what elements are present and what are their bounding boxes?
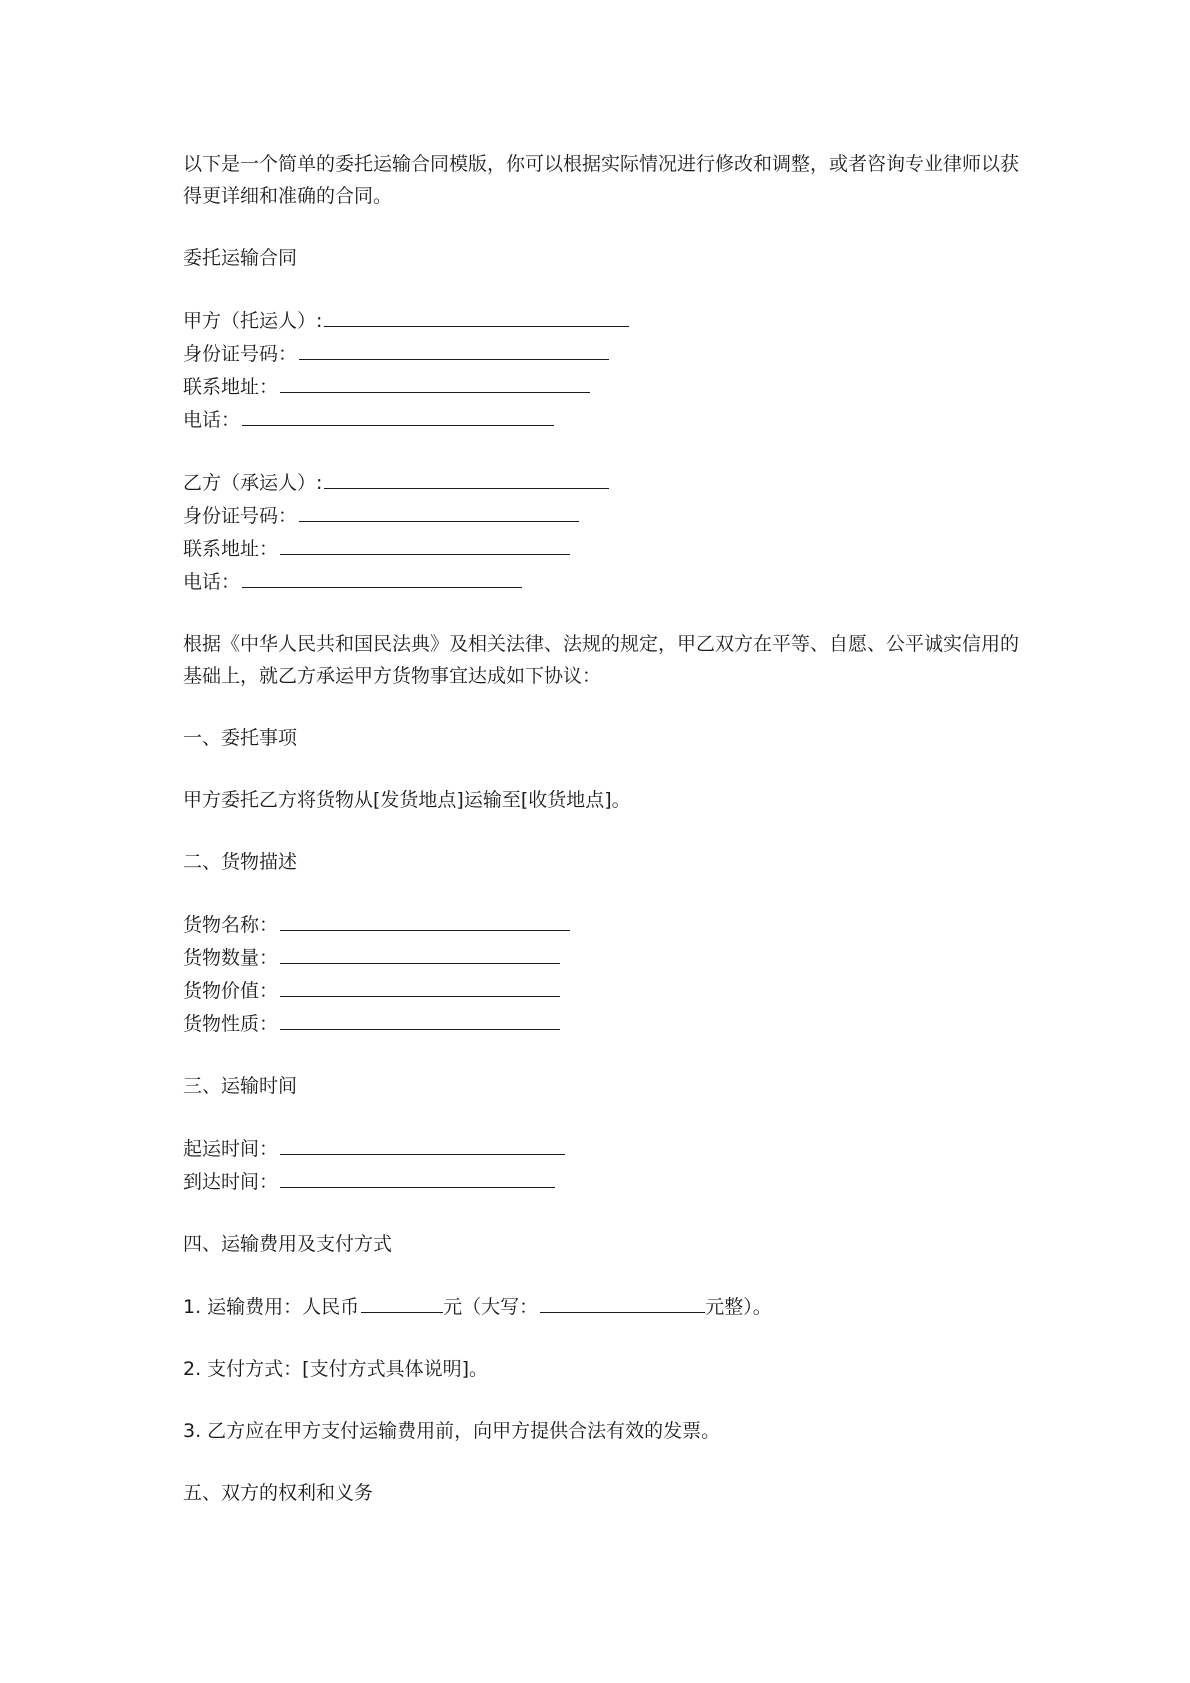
goods-block <box>183 908 1025 1040</box>
party-b-phone-line <box>183 565 1025 598</box>
goods-quantity-field[interactable] <box>280 941 560 964</box>
section1-body: 甲方委托乙方将货物从[发货地点]运输至[收货地点]。 <box>183 789 631 811</box>
document-page <box>183 148 1025 1509</box>
party-b-id-label: 身份证号码： <box>183 505 298 527</box>
fee-uppercase-field[interactable] <box>540 1290 705 1313</box>
invoice-clause: 3. 乙方应在甲方支付运输费用前，向甲方提供合法有效的发票。 <box>183 1420 721 1442</box>
goods-nature-line <box>183 1007 1025 1040</box>
section1-heading: 一、委托事项 <box>183 727 298 749</box>
time-block <box>183 1132 1025 1198</box>
party-a-name-line <box>183 304 1025 337</box>
party-b-name-label: 乙方（承运人）: <box>183 472 323 494</box>
party-b-address-field[interactable] <box>280 532 570 555</box>
fee-prefix: 1. 运输费用：人民币 <box>183 1296 360 1318</box>
party-a-id-line <box>183 337 1025 370</box>
party-a-address-line <box>183 370 1025 403</box>
departure-field[interactable] <box>280 1132 565 1155</box>
fee-line <box>183 1290 1025 1323</box>
intro-paragraph: 以下是一个简单的委托运输合同模版，你可以根据实际情况进行修改和调整，或者咨询专业律师以获得更详细和准确的合同。 <box>183 153 1020 207</box>
goods-name-field[interactable] <box>280 908 570 931</box>
payment-method: 2. 支付方式：[支付方式具体说明]。 <box>183 1358 488 1380</box>
arrival-label: 到达时间： <box>183 1171 279 1193</box>
departure-label: 起运时间： <box>183 1138 279 1160</box>
goods-nature-field[interactable] <box>280 1007 560 1030</box>
party-a-id-field[interactable] <box>299 337 609 360</box>
goods-value-label: 货物价值： <box>183 980 279 1002</box>
departure-line <box>183 1132 1025 1165</box>
goods-value-field[interactable] <box>280 974 560 997</box>
fee-amount-field[interactable] <box>361 1290 443 1313</box>
party-a-address-label: 联系地址： <box>183 376 279 398</box>
party-a-phone-line <box>183 403 1025 436</box>
fee-mid: 元（大写： <box>443 1296 539 1318</box>
party-b-id-field[interactable] <box>299 499 579 522</box>
goods-quantity-label: 货物数量： <box>183 947 279 969</box>
party-b-phone-label: 电话： <box>183 571 241 593</box>
party-b-id-line <box>183 499 1025 532</box>
party-a-phone-field[interactable] <box>242 403 554 426</box>
party-b-name-line <box>183 466 1025 499</box>
party-a-name-label: 甲方（托运人）: <box>183 310 323 332</box>
party-a-id-label: 身份证号码： <box>183 343 298 365</box>
preamble-paragraph: 根据《中华人民共和国民法典》及相关法律、法规的规定，甲乙双方在平等、自愿、公平诚实信用的基础上，就乙方承运甲方货物事宜达成如下协议： <box>183 633 1020 687</box>
section5-heading: 五、双方的权利和义务 <box>183 1482 374 1504</box>
party-a-name-field[interactable] <box>324 304 629 327</box>
goods-name-label: 货物名称： <box>183 914 279 936</box>
fee-suffix: 元整）。 <box>705 1296 772 1318</box>
party-b-block <box>183 466 1025 598</box>
party-b-phone-field[interactable] <box>242 565 522 588</box>
goods-quantity-line <box>183 941 1025 974</box>
goods-nature-label: 货物性质： <box>183 1013 279 1035</box>
party-a-phone-label: 电话： <box>183 409 241 431</box>
goods-name-line <box>183 908 1025 941</box>
party-b-name-field[interactable] <box>324 466 609 489</box>
party-a-block <box>183 304 1025 436</box>
party-b-address-line <box>183 532 1025 565</box>
section3-heading: 三、运输时间 <box>183 1075 298 1097</box>
contract-title: 委托运输合同 <box>183 247 298 269</box>
section4-heading: 四、运输费用及支付方式 <box>183 1233 393 1255</box>
goods-value-line <box>183 974 1025 1007</box>
party-a-address-field[interactable] <box>280 370 590 393</box>
arrival-line <box>183 1165 1025 1198</box>
arrival-field[interactable] <box>280 1165 555 1188</box>
section2-heading: 二、货物描述 <box>183 851 298 873</box>
party-b-address-label: 联系地址： <box>183 538 279 560</box>
